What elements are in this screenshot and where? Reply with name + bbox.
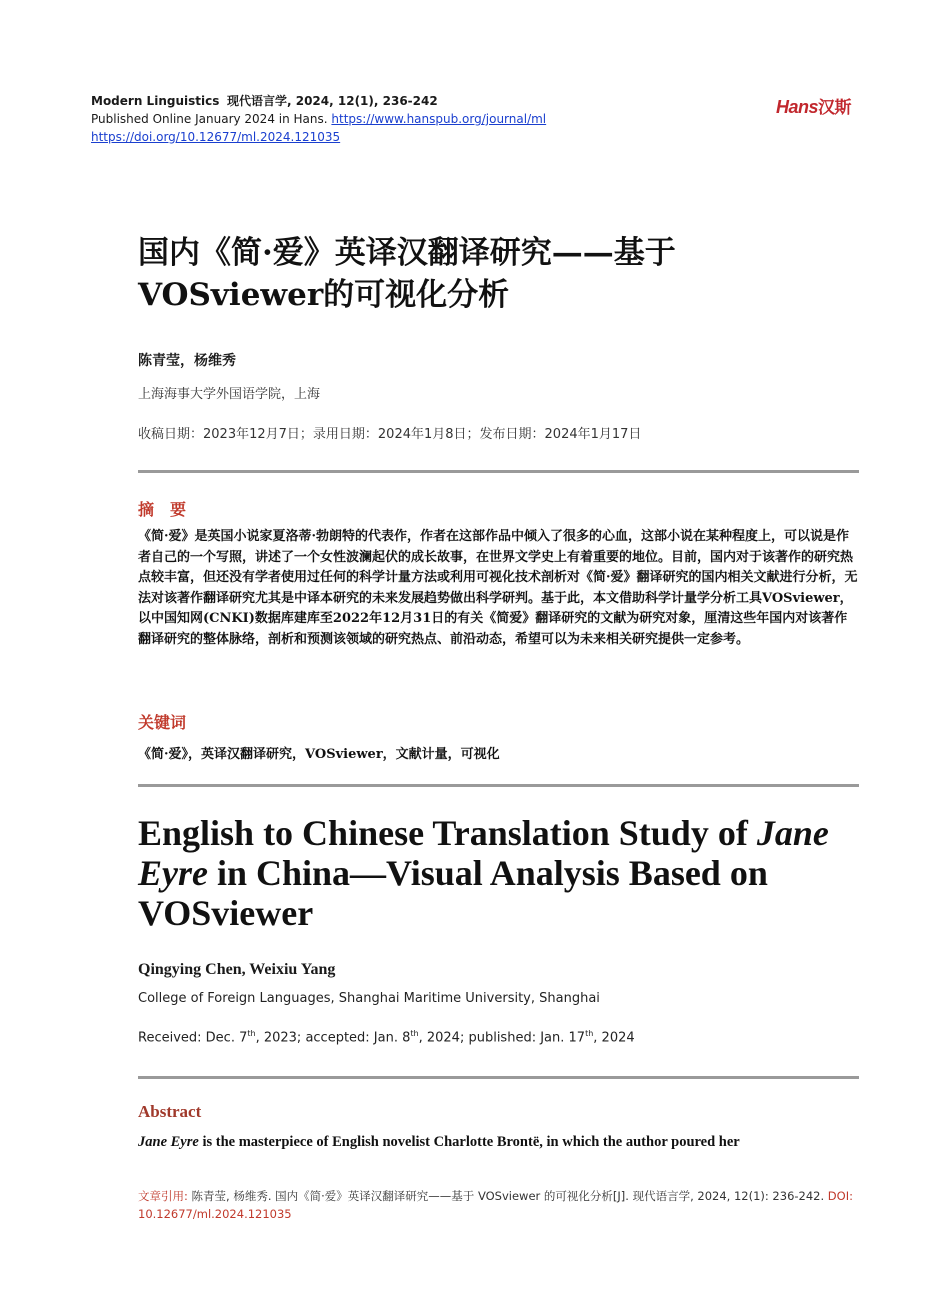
citation-label: 文章引用:: [138, 1189, 188, 1203]
title-en-italic1: Jane: [756, 813, 829, 853]
page-title-cn: [138, 232, 838, 316]
affiliation-cn: 上海海事大学外国语学院，上海: [138, 387, 321, 402]
journal-url-link[interactable]: https://www.hanspub.org/journal/ml: [331, 112, 547, 126]
title-cn-line1: 国内《简·爱》英译汉翻译研究——基于: [138, 235, 676, 271]
journal-name: Modern Linguistics: [91, 94, 220, 108]
divider-rule-3: [138, 1076, 859, 1079]
affiliation-en: College of Foreign Languages, Shanghai Maritime University, Shanghai: [138, 991, 600, 1006]
accepted-text: , 2023; accepted: Jan. 8: [255, 1030, 411, 1046]
title-cn-line2: VOSviewer的可视化分析: [138, 277, 510, 313]
journal-cn-info: 现代语言学, 2024, 12(1), 236-242: [227, 94, 438, 108]
published-sup: th: [585, 1029, 594, 1038]
divider-rule-2: [138, 784, 859, 787]
keywords-cn: 《简·爱》，英译汉翻译研究，VOSviewer，文献计量，可视化: [138, 747, 500, 762]
authors-en: Qingying Chen, Weixiu Yang: [138, 961, 336, 978]
keywords-heading-cn: 关键词: [138, 713, 187, 732]
authors-cn: 陈青莹，杨维秀: [138, 353, 236, 369]
received-text: Received: Dec. 7: [138, 1030, 248, 1046]
title-en-part2: in China—Visual Analysis Based on: [207, 853, 768, 893]
title-en-part3: VOSviewer: [138, 893, 314, 933]
title-en-part1: English to Chinese Translation Study of: [138, 813, 757, 853]
received-sup: th: [247, 1029, 256, 1038]
published-prefix: Published Online January 2024 in Hans.: [91, 112, 328, 126]
citation-footer: [138, 1187, 859, 1223]
dates-en: [138, 1029, 635, 1045]
abstract-heading-en: Abstract: [138, 1102, 202, 1121]
citation-text: 陈青莹, 杨维秀. 国内《简·爱》英译汉翻译研究——基于 VOSviewer 的可视化分析[J]. 现代语言学, 2024, 12(1): 236-242.: [187, 1189, 828, 1203]
logo-cn: 汉斯: [818, 98, 852, 117]
abstract-body-cn: 《简·爱》是英国小说家夏洛蒂·勃朗特的代表作，作者在这部作品中倾入了很多的心血，这部小说在某种程度上，可以说是作者自己的一个写照，讲述了一个女性波澜起伏的成长故事，在世界文学史上有着重要的地位。目前，国内对于该著作的研究热点较丰富，但还没有学者使用过任何的科学计量方法或利用可视化技术剖析对《简·爱》翻译研究的国内相关文献进行分析，无法对该著作翻译研究尤其是中译本研究的未来发展趋势做出科学研判。基于此，本文借助科学计量学分析工具VOSviewer，以中国知网(CNKI)数据库建库至2022年12月31日的有关《简爱》翻译研究的文献为研究对象，厘清这些年国内对该著作翻译研究的整体脉络，剖析和预测该领域的研究热点、前沿动态，希望可以为未来相关研究提供一定参考。: [138, 529, 858, 647]
abstract-heading-cn: 摘 要: [138, 500, 187, 519]
hans-logo[interactable]: [776, 93, 851, 118]
abstract-en-italic: Jane Eyre: [138, 1134, 199, 1150]
abstract-en-rest: is the masterpiece of English novelist Charlotte Brontë, in which the author poured her: [198, 1134, 740, 1150]
citation-doi[interactable]: DOI: 10.12677/ml.2024.121035: [138, 1189, 853, 1221]
accepted-sup: th: [410, 1029, 419, 1038]
year-end-text: , 2024: [593, 1030, 635, 1046]
published-line: [91, 110, 546, 128]
title-en-italic2: Eyre: [138, 853, 208, 893]
doi-line: [91, 128, 340, 146]
published-text: , 2024; published: Jan. 17: [418, 1030, 586, 1046]
abstract-body-en: [138, 1134, 859, 1151]
journal-header: [91, 92, 438, 110]
divider-rule-1: [138, 470, 859, 473]
page-title-en: [138, 813, 858, 933]
dates-cn: 收稿日期：2023年12月7日；录用日期：2024年1月8日；发布日期：2024年1月17日: [138, 427, 642, 442]
doi-link[interactable]: https://doi.org/10.12677/ml.2024.121035: [91, 130, 341, 144]
logo-latin: Hans: [776, 97, 819, 117]
